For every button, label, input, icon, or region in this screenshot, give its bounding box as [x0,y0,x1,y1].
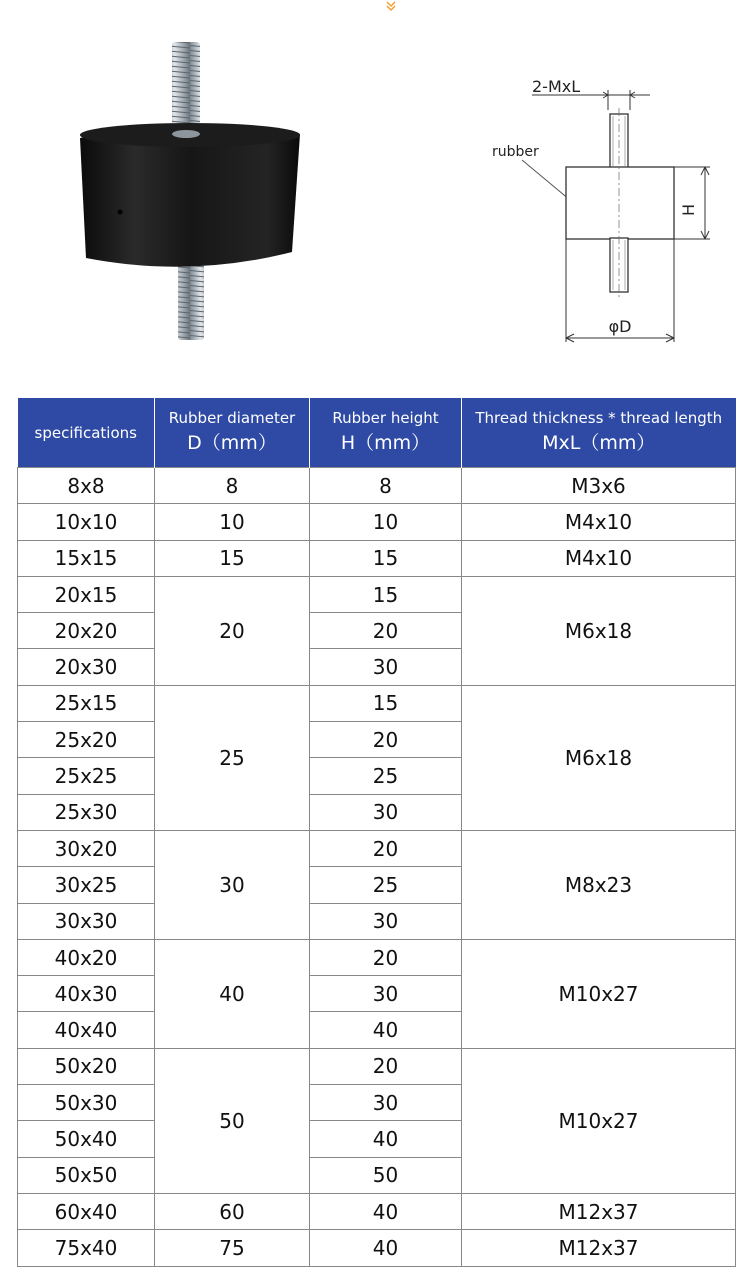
thread-cell: M4x10 [462,504,736,540]
height-cell: 30 [310,903,462,939]
height-dim-label: H [679,203,698,217]
diameter-cell: 8 [155,468,310,504]
header-label: Thread thickness * thread length [475,409,723,428]
diameter-dim-label: φD [608,317,632,336]
height-cell: 40 [310,1121,462,1157]
table-row [18,540,736,576]
height-cell: 15 [310,540,462,576]
table-row [18,939,736,975]
diameter-cell: 10 [155,504,310,540]
height-cell: 30 [310,649,462,685]
header-label: specifications [34,423,137,442]
thread-dim-label: 2-MxL [532,77,581,96]
header-unit: H（mm） [340,432,431,454]
height-cell: 10 [310,504,462,540]
thread-cell: M8x23 [462,830,736,939]
diameter-cell: 75 [155,1230,310,1266]
header-rubber-diameter [155,398,310,468]
spec-cell: 30x30 [18,903,155,939]
diameter-cell: 15 [155,540,310,576]
diameter-cell: 20 [155,576,310,685]
thread-cell: M4x10 [462,540,736,576]
spec-cell: 50x50 [18,1157,155,1193]
thread-cell: M3x6 [462,468,736,504]
height-cell: 50 [310,1157,462,1193]
diameter-cell: 30 [155,830,310,939]
spec-cell: 25x30 [18,794,155,830]
header-rubber-height [310,398,462,468]
spec-cell: 40x20 [18,939,155,975]
table-row [18,685,736,721]
header-specifications [18,398,155,468]
spec-cell: 30x20 [18,830,155,866]
height-cell: 40 [310,1230,462,1266]
thread-cell: M6x18 [462,685,736,830]
spec-cell: 40x40 [18,1012,155,1048]
rubber-label: rubber [492,144,539,160]
header-row [18,398,736,468]
height-cell: 20 [310,939,462,975]
height-cell: 20 [310,722,462,758]
spec-cell: 75x40 [18,1230,155,1266]
diameter-cell: 60 [155,1193,310,1229]
table-row [18,504,736,540]
spec-cell: 30x25 [18,867,155,903]
height-cell: 30 [310,794,462,830]
scroll-hint-icon [384,0,398,14]
spec-cell: 25x25 [18,758,155,794]
table-row [18,468,736,504]
spec-cell: 20x30 [18,649,155,685]
height-cell: 8 [310,468,462,504]
height-cell: 20 [310,613,462,649]
spec-table [17,398,736,1267]
height-cell: 40 [310,1012,462,1048]
technical-diagram [480,60,710,360]
product-photo [60,30,330,360]
header-unit: D（mm） [187,432,277,454]
header-label: Rubber diameter [168,409,296,428]
spec-cell: 50x40 [18,1121,155,1157]
table-row [18,1048,736,1084]
spec-cell: 8x8 [18,468,155,504]
table-row [18,576,736,612]
height-cell: 30 [310,976,462,1012]
height-cell: 15 [310,576,462,612]
spec-cell: 15x15 [18,540,155,576]
thread-cell: M10x27 [462,1048,736,1193]
diameter-cell: 40 [155,939,310,1048]
header-label: Rubber height [332,409,439,428]
thread-cell: M10x27 [462,939,736,1048]
thread-cell: M6x18 [462,576,736,685]
height-cell: 25 [310,867,462,903]
diameter-cell: 25 [155,685,310,830]
height-cell: 40 [310,1193,462,1229]
height-cell: 20 [310,1048,462,1084]
thread-cell: M12x37 [462,1193,736,1229]
spec-cell: 50x20 [18,1048,155,1084]
header-unit: MxL（mm） [542,432,656,454]
spec-cell: 60x40 [18,1193,155,1229]
diameter-cell: 50 [155,1048,310,1193]
table-row [18,830,736,866]
table-row [18,1230,736,1266]
spec-table-body [18,468,736,1267]
height-cell: 25 [310,758,462,794]
spec-cell: 20x20 [18,613,155,649]
height-cell: 30 [310,1085,462,1121]
spec-cell: 25x15 [18,685,155,721]
thread-cell: M12x37 [462,1230,736,1266]
height-cell: 20 [310,830,462,866]
header-thread [462,398,736,468]
table-row [18,1193,736,1229]
spec-cell: 50x30 [18,1085,155,1121]
spec-cell: 10x10 [18,504,155,540]
spec-cell: 25x20 [18,722,155,758]
spec-cell: 20x15 [18,576,155,612]
height-cell: 15 [310,685,462,721]
spec-cell: 40x30 [18,976,155,1012]
